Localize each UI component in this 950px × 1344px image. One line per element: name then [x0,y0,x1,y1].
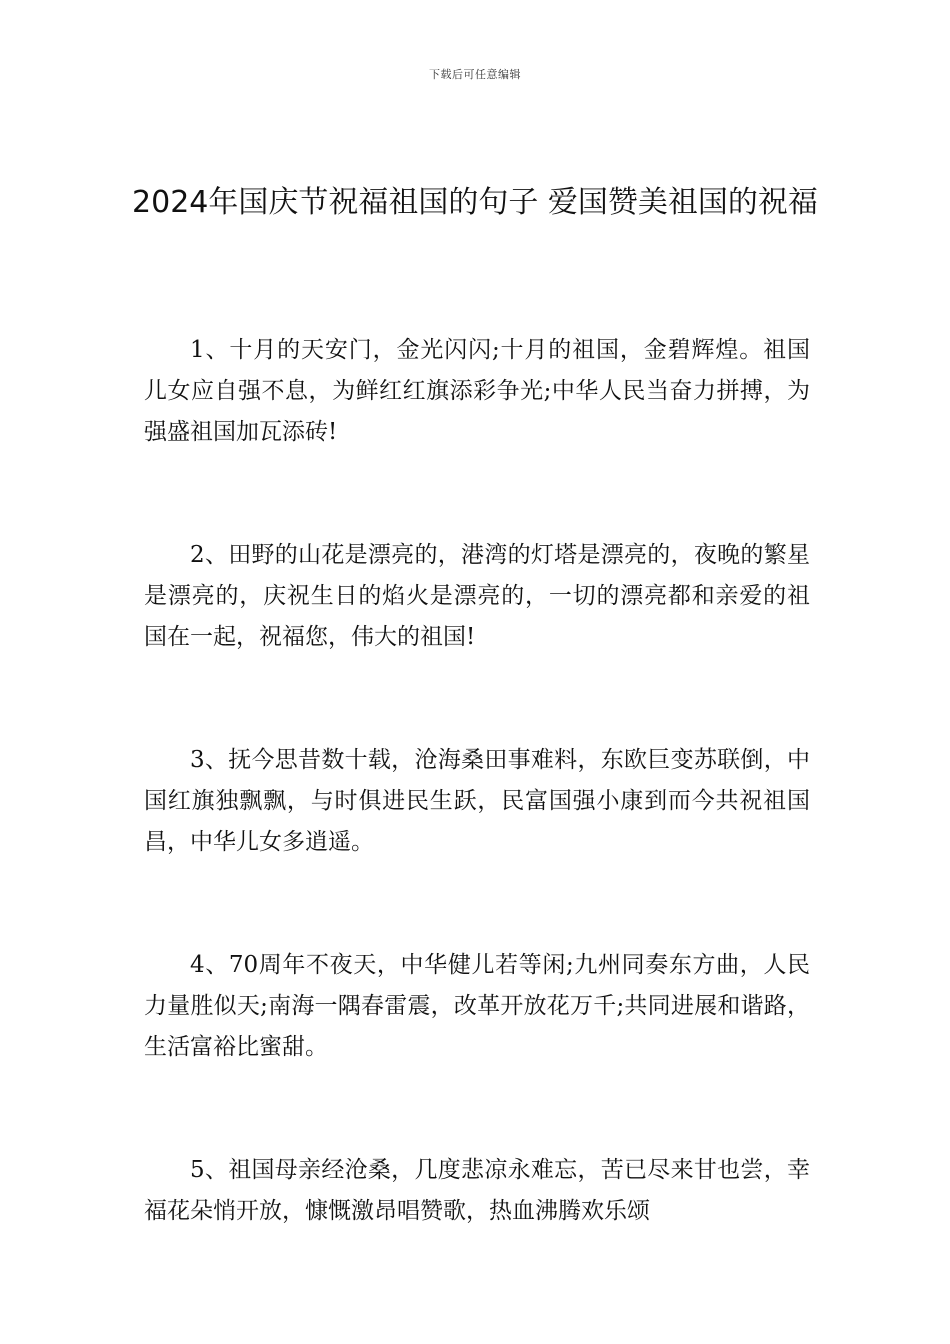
document-title: 2024年国庆节祝福祖国的句子 爱国赞美祖国的祝福 [132,185,818,220]
paragraph-5: 5、祖国母亲经沧桑，几度悲凉永难忘，苦已尽来甘也尝，幸福花朵悄开放，慷慨激昂唱赞歌，热血沸腾欢乐颂 [144,1157,810,1224]
paragraph-4: 4、70周年不夜天，中华健儿若等闲;九州同奏东方曲，人民力量胜似天;南海一隅春雷震，改革开放花万千;共同进展和谐路，生活富裕比蜜甜。 [144,952,810,1060]
document-body [144,330,810,1314]
paragraph-2: 2、田野的山花是漂亮的，港湾的灯塔是漂亮的，夜晚的繁星是漂亮的，庆祝生日的焰火是漂亮的，一切的漂亮都和亲爱的祖国在一起，祝福您，伟大的祖国! [144,542,810,650]
header-note: 下载后可任意编辑 [429,68,521,81]
paragraph-1: 1、十月的天安门，金光闪闪;十月的祖国，金碧辉煌。祖国儿女应自强不息，为鲜红红旗添彩争光;中华人民当奋力拼搏，为强盛祖国加瓦添砖! [144,337,810,445]
paragraph-3: 3、抚今思昔数十载，沧海桑田事难料，东欧巨变苏联倒，中国红旗独飘飘，与时俱进民生跃，民富国强小康到而今共祝祖国昌，中华儿女多逍遥。 [144,747,810,855]
